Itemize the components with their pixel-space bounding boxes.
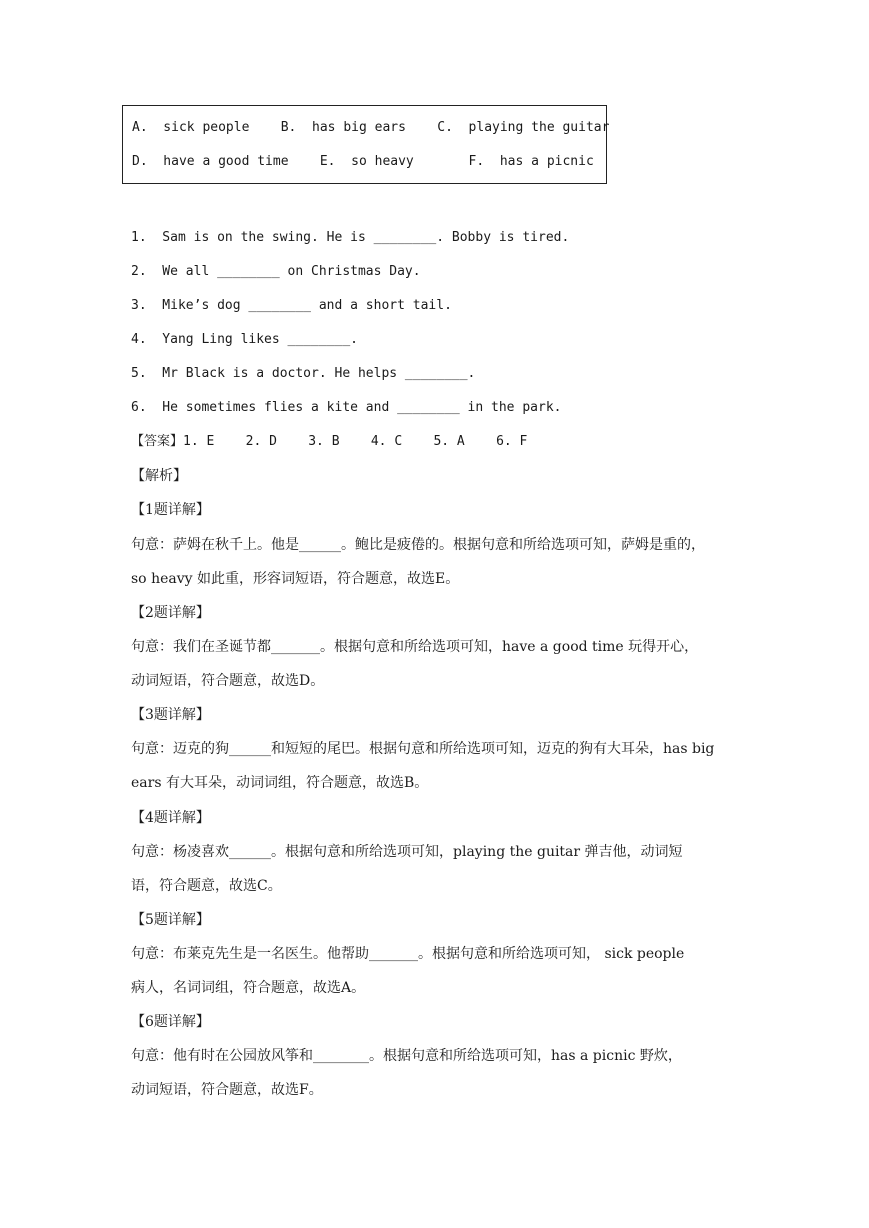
options-box (122, 105, 610, 184)
options-row-1: A. sick people B. has big ears C. playing the guitar (132, 120, 610, 135)
question-5: 5. Mr Black is a doctor. He helps ________. (131, 366, 476, 381)
analysis-heading: 【解析】 (131, 468, 187, 484)
options-row-2: D. have a good time E. so heavy F. has a picnic (132, 154, 594, 169)
question-6: 6. He sometimes flies a kite and ________ in the park. (131, 400, 562, 415)
explanation-5-line-2: 病人，名词词组，符合题意，故选A。 (131, 980, 366, 996)
explanation-6-heading: 【6题详解】 (131, 1014, 210, 1030)
answer-line: 【答案】1. E 2. D 3. B 4. C 5. A 6. F (131, 434, 528, 449)
question-2: 2. We all ________ on Christmas Day. (131, 264, 421, 279)
explanation-3-line-1: 句意：迈克的狗______和短短的尾巴。根据句意和所给选项可知，迈克的狗有大耳朵，has big (131, 741, 715, 757)
explanation-3-heading: 【3题详解】 (131, 707, 210, 723)
question-3: 3. Mike’s dog ________ and a short tail. (131, 298, 452, 313)
explanation-2-line-2: 动词短语，符合题意，故选D。 (131, 673, 325, 689)
explanation-4-line-2: 语，符合题意，故选C。 (131, 878, 282, 894)
question-4: 4. Yang Ling likes ________. (131, 332, 358, 347)
explanation-6-line-2: 动词短语，符合题意，故选F。 (131, 1082, 323, 1098)
explanation-5-heading: 【5题详解】 (131, 912, 210, 928)
explanation-5-line-1: 句意：布莱克先生是一名医生。他帮助_______。根据句意和所给选项可知， sick people (131, 946, 685, 962)
explanation-1-heading: 【1题详解】 (131, 502, 210, 518)
explanation-3-line-2: ears 有大耳朵，动词词组，符合题意，故选B。 (131, 775, 429, 791)
explanation-6-line-1: 句意：他有时在公园放风筝和________。根据句意和所给选项可知，has a picnic 野炊， (131, 1048, 682, 1064)
explanation-4-heading: 【4题详解】 (131, 810, 210, 826)
explanation-1-line-1: 句意：萨姆在秋千上。他是______。鲍比是疲倦的。根据句意和所给选项可知，萨姆是重的， (131, 537, 705, 553)
explanation-4-line-1: 句意：杨凌喜欢______。根据句意和所给选项可知，playing the guitar 弹吉他，动词短 (131, 844, 683, 860)
explanation-1-line-2: so heavy 如此重，形容词短语，符合题意，故选E。 (131, 571, 460, 587)
explanation-2-heading: 【2题详解】 (131, 605, 210, 621)
question-1: 1. Sam is on the swing. He is ________. Bobby is tired. (131, 230, 570, 245)
explanation-2-line-1: 句意：我们在圣诞节都_______。根据句意和所给选项可知，have a good time 玩得开心， (131, 639, 699, 655)
